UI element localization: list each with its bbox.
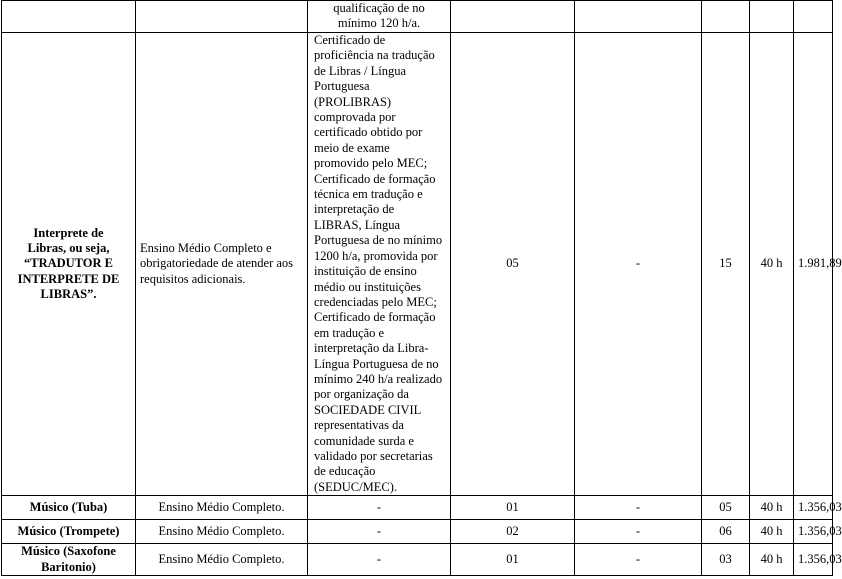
salario-cell [794,1,833,33]
escolaridade-cell [136,1,308,33]
pcd-cell [575,1,702,33]
table-row [2,33,833,496]
vacancies-table [1,0,842,576]
pcd-cell: - [575,520,702,544]
vagas-cell [451,1,575,33]
carga-cell: 40 h [750,544,794,576]
carga-cell: 40 h [750,496,794,520]
table-row [2,496,833,520]
cr-cell: 06 [702,520,750,544]
requisitos-cell: Certificado de proficiência na tradução de Libras / Língua Portuguesa (PROLIBRAS) comprovada por certificado obtido por meio de exame promovido pelo MEC; Certificado de formação técnica em tradução e interpretação de LIBRAS, Língua Portuguesa de no mínimo 1200 h/a, promovida por instituição de ensino médio ou instituições credenciadas pelo MEC; Certificado de formação em tradução e interpretação da Libra- Língua Portuguesa de no mínimo 240 h/a realizado por organização da SOCIEDADE CIVIL representativas da comunidade surda e validado por secretarias de educação (SEDUC/MEC). [308,33,451,496]
cr-cell: 15 [702,33,750,496]
carga-cell: 40 h [750,520,794,544]
requisitos-cell: - [308,520,451,544]
vagas-cell: 02 [451,520,575,544]
pcd-cell: - [575,496,702,520]
escolaridade-cell: Ensino Médio Completo. [136,496,308,520]
cargo-cell [2,1,136,33]
cargo-cell: Músico (Tuba) [2,496,136,520]
table-row [2,1,833,33]
carga-cell [750,1,794,33]
table-row [2,544,833,576]
requisitos-cell: - [308,496,451,520]
escolaridade-cell: Ensino Médio Completo. [136,544,308,576]
salario-cell: 1.356,03 [794,520,833,544]
salario-cell: 1.356,03 [794,544,833,576]
salario-cell: 1.356,03 [794,496,833,520]
salario-cell: 1.981,89 [794,33,833,496]
pcd-cell: - [575,33,702,496]
vagas-cell: 01 [451,496,575,520]
escolaridade-cell: Ensino Médio Completo. [136,520,308,544]
table-row [2,520,833,544]
cr-cell [702,1,750,33]
cr-cell: 03 [702,544,750,576]
cr-cell: 05 [702,496,750,520]
requisitos-cell: - [308,544,451,576]
pcd-cell: - [575,544,702,576]
cargo-cell: Interprete de Libras, ou seja, “TRADUTOR E INTERPRETE DE LIBRAS”. [2,33,136,496]
requisitos-cell: qualificação de no mínimo 120 h/a. [308,1,451,33]
vagas-cell: 01 [451,544,575,576]
cargo-cell: Músico (Saxofone Baritonio) [2,544,136,576]
carga-cell: 40 h [750,33,794,496]
escolaridade-cell: Ensino Médio Completo e obrigatoriedade de atender aos requisitos adicionais. [136,33,308,496]
vagas-cell: 05 [451,33,575,496]
cargo-cell: Músico (Trompete) [2,520,136,544]
